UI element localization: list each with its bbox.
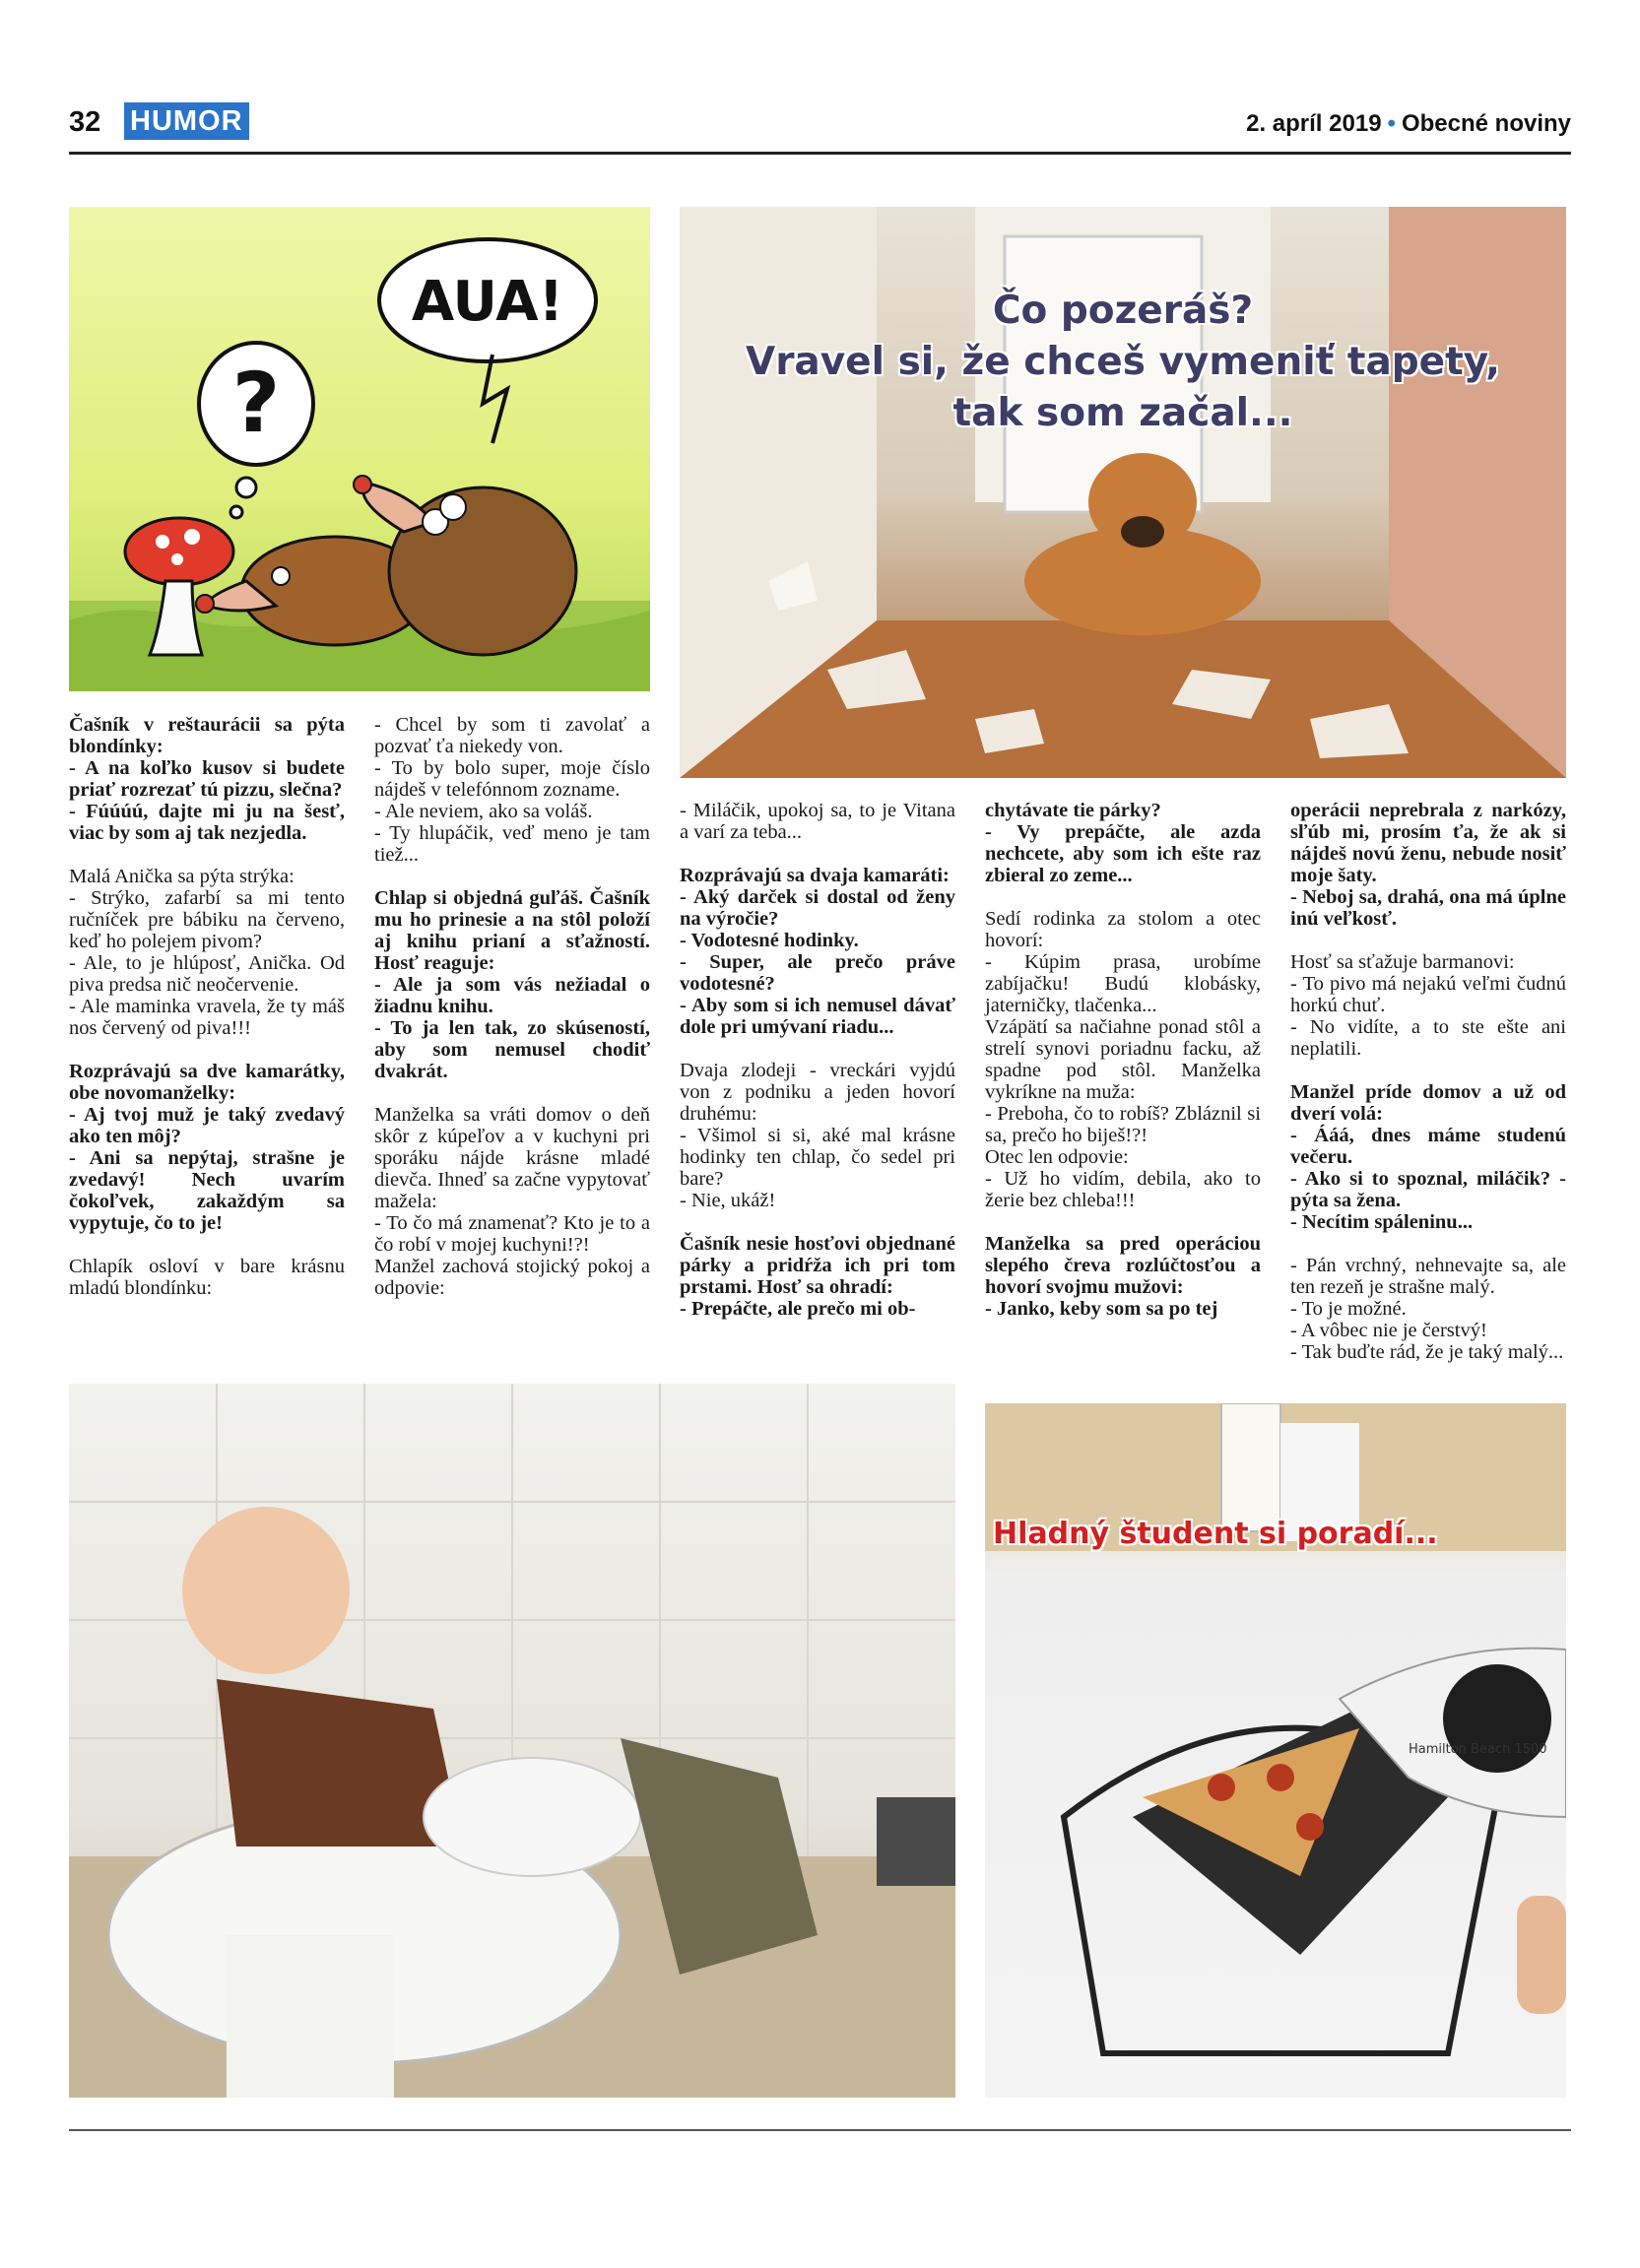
joke-paragraph: - Miláčik, upokoj sa, to je Vitana a varí za teba...: [680, 800, 955, 843]
joke-paragraph: Rozprávajú sa dve kamarátky, obe novomanželky: - Aj tvoj muž je taký zvedavý ako ten môj? - Ani sa nepýtaj, strašne je zvedavý! Nech uvarím čokoľvek, zakaždým sa vypytuje, čo to je!: [69, 1061, 345, 1234]
joke-paragraph: operácii neprebrala z narkózy, sľúb mi, prosím ťa, že ak si nájdeš novú ženu, nebude nosiť moje šaty. - Neboj sa, drahá, ona má úplne inú veľkosť.: [1290, 800, 1566, 930]
dog-wallpaper-photo: [680, 207, 1566, 778]
joke-paragraph: Sedí rodinka za stolom a otec hovorí: - Kúpim prasa, urobíme zabíjačku! Budú klobásky, jaterničky, tlačenka... Vzápätí sa načiahne ponad stôl a strelí synovi poriadnu facku, až spadne pod stôl. Manželka vykríkne na muža: - Preboha, čo to robíš? Zbláznil si sa, prečo ho biješ!?! Otec len odpovie: - Už ho vidím, debila, ako to žerie bez chleba!!!: [985, 908, 1261, 1211]
joke-paragraph: Dvaja zlodeji - vreckári vyjdú von z podniku a jeden hovorí druhému: - Všimol si si, aké mal krásne hodinky ten chlap, čo sedel pri bare? - Nie, ukáž!: [680, 1060, 955, 1211]
text-column-4: [985, 800, 1261, 1341]
page-header: [69, 102, 1571, 155]
publication-name: Obecné noviny: [1401, 110, 1571, 137]
footer-rule: [69, 2129, 1571, 2131]
joke-paragraph: Rozprávajú sa dvaja kamaráti: - Aký darček si dostal od ženy na výročie? - Vodotesné hodinky. - Super, ale prečo práve vodotesné? - Aby som si ich nemusel dávať dole pri umývaní riadu...: [680, 865, 955, 1038]
dog-caption-line-3: tak som začal...: [952, 391, 1293, 435]
dog-caption-line-2: Vravel si, že chceš vymeniť tapety,: [746, 340, 1500, 384]
joke-paragraph: Chlap si objedná guľáš. Čašník mu ho prinesie a na stôl položí aj knihu prianí a sťažností. Hosť reaguje: - Ale ja som vás nežiadal o žiadnu knihu. - To ja len tak, zo skúseností, aby som nemusel chodiť dvakrát.: [374, 887, 650, 1082]
boy-scene-drawing: [69, 1384, 955, 2098]
joke-paragraph: Čašník v reštaurácii sa pýta blondínky: - A na koľko kusov si budete priať rozrezať tú pizzu, slečna? - Fúúúú, dajte mi ju na šesť, viac by som aj tak nezjedla.: [69, 714, 345, 844]
hedgehog-cartoon-drawing: [69, 207, 650, 691]
joke-paragraph: chytávate tie párky? - Vy prepáčte, ale azda nechcete, aby som ich ešte raz zbieral zo zeme...: [985, 800, 1261, 886]
text-column-5: [1290, 800, 1566, 1385]
joke-paragraph: Manželka sa pred operáciou slepého čreva rozlúčtosťou a hovorí svojmu mužovi: - Janko, keby som sa po tej: [985, 1233, 1261, 1320]
thought-mark: ?: [231, 355, 281, 451]
appliance-label: Hamilton Beach 1500: [1409, 1742, 1547, 1757]
joke-paragraph: Malá Anička sa pýta strýka: - Strýko, zafarbí sa mi tento ručníček pre bábiku na červeno, keď ho polejem pivom? - Ale, to je hlúposť, Anička. Od piva predsa nič neočervenie. - Ale maminka vravela, že ty máš nos červený od piva!!!: [69, 866, 345, 1039]
text-column-2: [374, 714, 650, 1321]
section-badge: HUMOR: [124, 102, 249, 140]
joke-paragraph: Hosť sa sťažuje barmanovi: - To pivo má nejakú veľmi čudnú horkú chuť. - No vidíte, a to ste ešte ani neplatili.: [1290, 951, 1566, 1060]
speech-text: AUA!: [411, 270, 564, 334]
pizza-scene-drawing: [985, 1403, 1566, 2098]
sleeping-boy-toilet-photo: [69, 1384, 955, 2098]
joke-paragraph: Manžel príde domov a už od dverí volá: - Ááá, dnes máme studenú večeru. - Ako si to spoznal, miláčik? - pýta sa žena. - Necítim spáleninu...: [1290, 1081, 1566, 1233]
joke-paragraph: Manželka sa vráti domov o deň skôr z kúpeľov a v kuchyni pri sporáku nájde krásne mladé dievča. Ihneď sa začne vypytovať mažela: - To čo má znamenať? Kto je to a čo robí v mojej kuchyni!?! Manžel zachová stojický pokoj a odpovie:: [374, 1104, 650, 1299]
masthead: [1246, 110, 1571, 138]
dog-caption: [680, 286, 1566, 439]
issue-date: 2. apríl 2019: [1246, 110, 1382, 137]
text-column-3: [680, 800, 955, 1341]
joke-paragraph: - Pán vrchný, nehnevajte sa, ale ten rezeň je strašne malý. - To je možné. - A vôbec nie je čerstvý! - Tak buďte rád, že je taký malý...: [1290, 1255, 1566, 1363]
pizza-iron-photo: [985, 1403, 1566, 2098]
page-number: 32: [69, 106, 101, 138]
dog-caption-line-1: Čo pozeráš?: [992, 289, 1254, 333]
joke-paragraph: Čašník nesie hosťovi objednané párky a pridŕža ich pri tom prstami. Hosť sa ohradí: - Prepáčte, ale prečo mi ob-: [680, 1233, 955, 1320]
pizza-caption: Hladný študent si poradí...: [993, 1517, 1438, 1551]
separator-dot: •: [1387, 110, 1396, 137]
text-column-1: [69, 714, 345, 1321]
joke-paragraph: - Chcel by som ti zavolať a pozvať ťa niekedy von. - To by bolo super, moje číslo nájdeš v telefónnom zozname. - Ale neviem, ako sa voláš. - Ty hlupáčik, veď meno je tam tiež...: [374, 714, 650, 866]
joke-paragraph: Chlapík osloví v bare krásnu mladú blondínku:: [69, 1256, 345, 1299]
hedgehog-cartoon-image: [69, 207, 650, 691]
